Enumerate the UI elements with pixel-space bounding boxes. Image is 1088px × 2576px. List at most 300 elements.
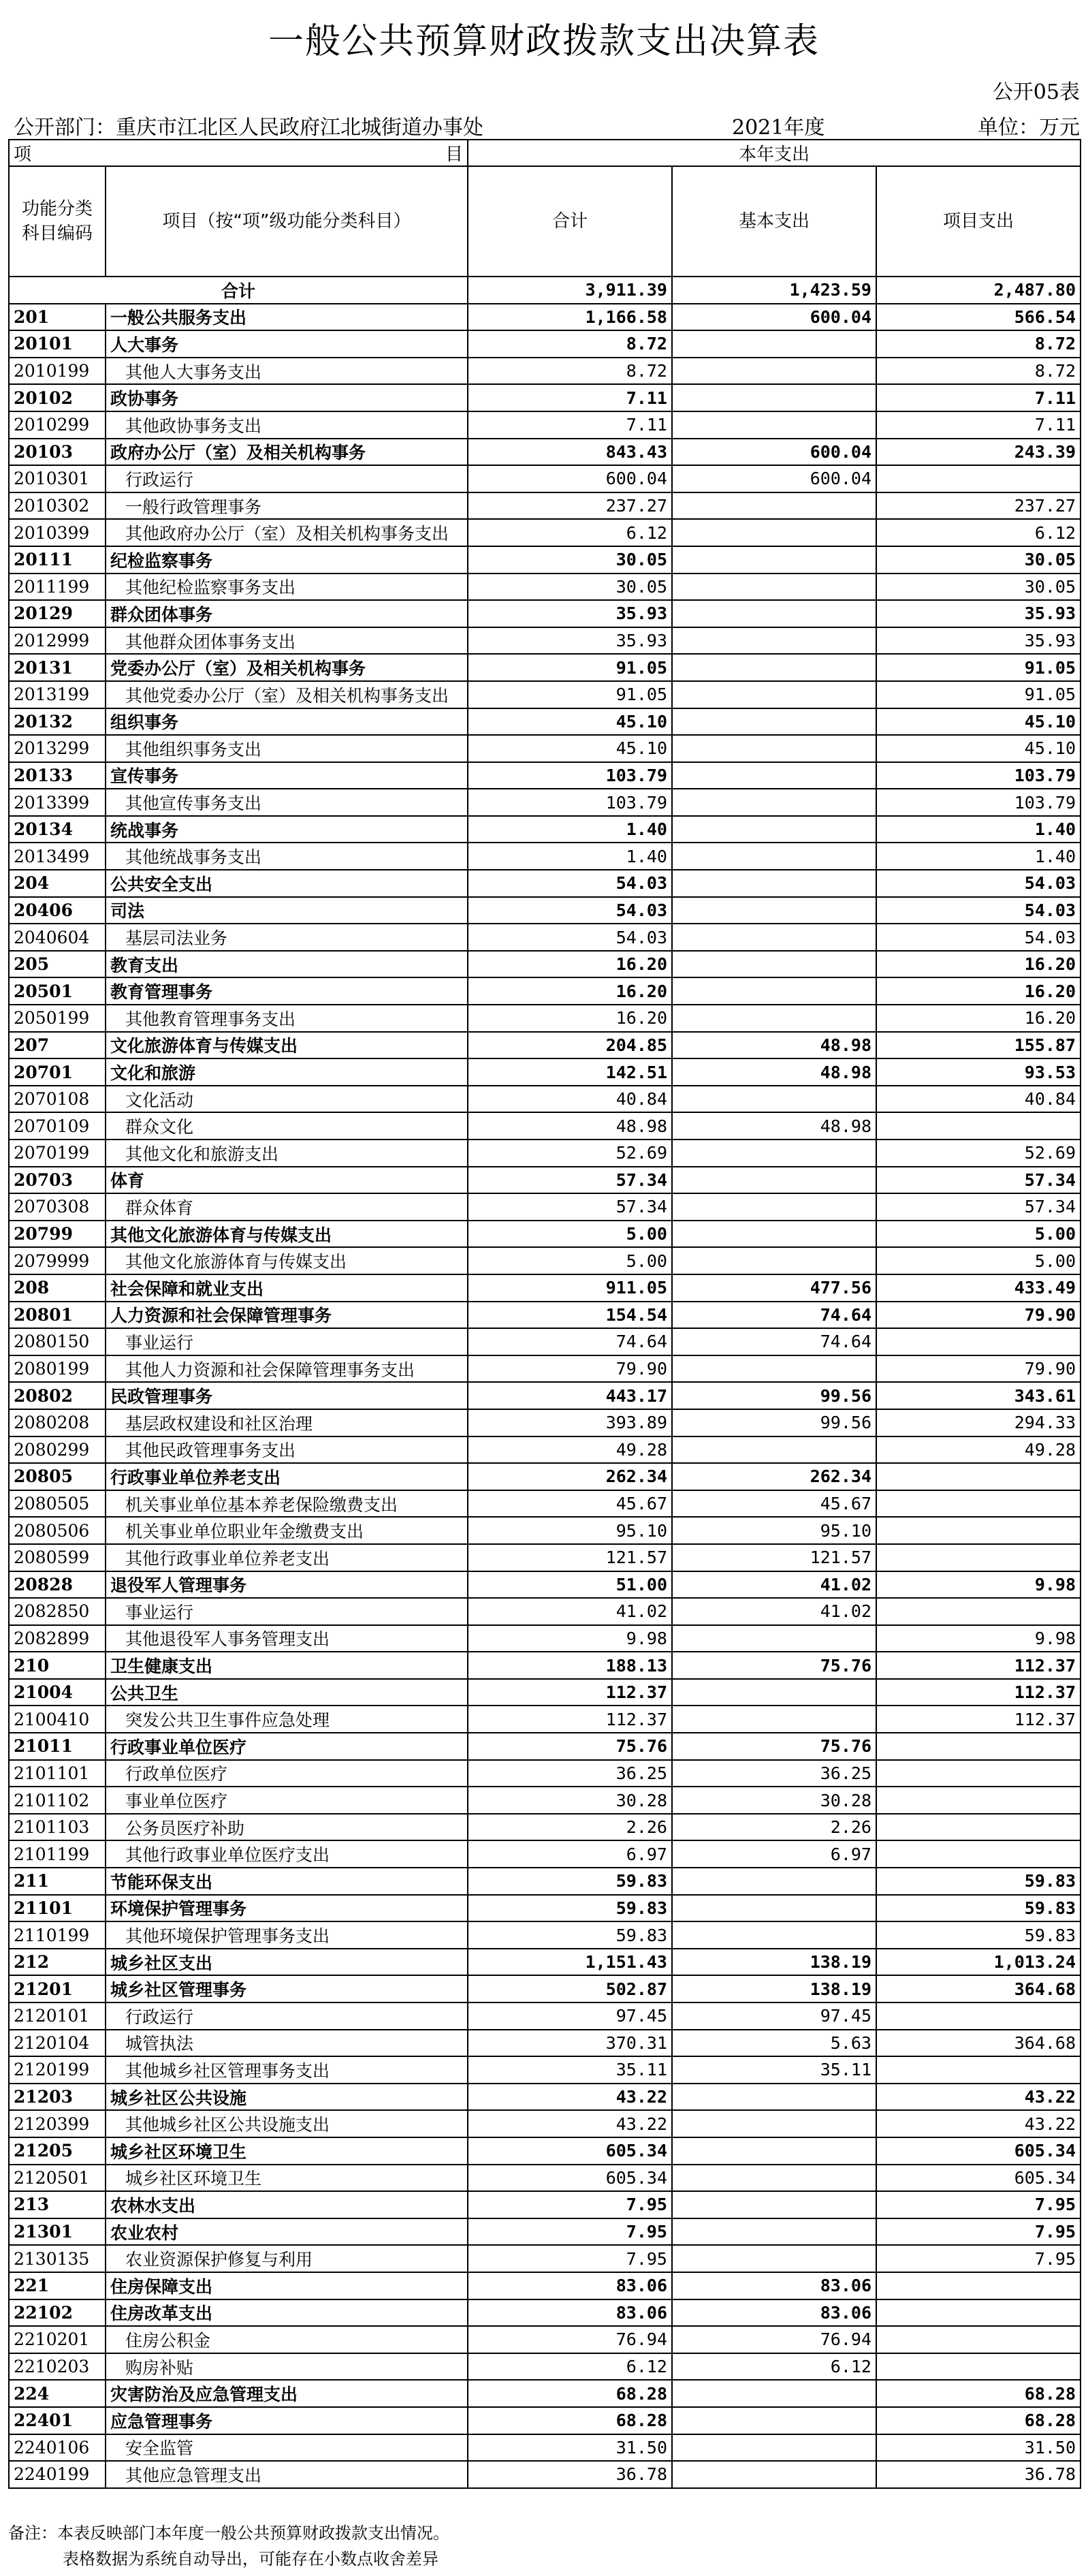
code-cell: 210 — [9, 1652, 106, 1679]
total-cell: 30.28 — [468, 1787, 672, 1814]
table-row — [9, 1975, 1081, 2002]
total-cell: 97.45 — [468, 2002, 672, 2030]
name-cell: 应急管理事务 — [106, 2407, 468, 2434]
basic-cell: 6.97 — [672, 1840, 876, 1868]
project-cell: 16.20 — [876, 1005, 1081, 1032]
code-cell: 201 — [9, 304, 106, 331]
table-row — [9, 2165, 1081, 2192]
table-row — [9, 870, 1081, 897]
total-cell: 45.67 — [468, 1490, 672, 1518]
basic-cell: 83.06 — [672, 2299, 876, 2327]
code-cell: 21004 — [9, 1679, 106, 1706]
total-cell: 9.98 — [468, 1625, 672, 1652]
code-cell: 20703 — [9, 1167, 106, 1194]
name-cell: 其他行政事业单位养老支出 — [106, 1544, 468, 1571]
table-row — [9, 1167, 1081, 1194]
fiscal-year: 2021年度 — [732, 116, 825, 140]
basic-cell — [672, 951, 876, 978]
name-cell: 行政运行 — [106, 465, 468, 492]
code-cell: 22102 — [9, 2299, 106, 2327]
total-cell: 16.20 — [468, 951, 672, 978]
project-cell: 16.20 — [876, 951, 1081, 978]
basic-cell — [672, 2434, 876, 2462]
project-cell — [876, 1814, 1081, 1841]
total-cell: 49.28 — [468, 1436, 672, 1464]
total-cell: 91.05 — [468, 681, 672, 708]
table-row — [9, 439, 1081, 466]
total-cell: 1.40 — [468, 843, 672, 870]
project-cell — [876, 2353, 1081, 2381]
code-cell: 213 — [9, 2191, 106, 2218]
total-cell: 36.78 — [468, 2461, 672, 2488]
basic-cell — [672, 330, 876, 358]
total-cell: 45.10 — [468, 708, 672, 736]
code-cell: 212 — [9, 1949, 106, 1976]
code-cell: 21205 — [9, 2137, 106, 2165]
project-cell: 59.83 — [876, 1921, 1081, 1949]
name-cell: 公共安全支出 — [106, 870, 468, 897]
table-row — [9, 2272, 1081, 2299]
table-row — [9, 897, 1081, 924]
name-cell: 其他文化和旅游支出 — [106, 1140, 468, 1167]
table-row — [9, 1814, 1081, 1841]
name-cell: 住房保障支出 — [106, 2272, 468, 2299]
basic-cell: 45.67 — [672, 1490, 876, 1518]
table-row — [9, 1302, 1081, 1329]
table-row — [9, 330, 1081, 358]
name-cell: 教育支出 — [106, 951, 468, 978]
total-cell: 911.05 — [468, 1274, 672, 1302]
table-row — [9, 1921, 1081, 1949]
name-cell: 群众团体事务 — [106, 600, 468, 627]
total-cell: 393.89 — [468, 1409, 672, 1436]
code-cell: 204 — [9, 870, 106, 897]
project-cell: 36.78 — [876, 2461, 1081, 2488]
table-row — [9, 2110, 1081, 2137]
name-cell: 城乡社区支出 — [106, 1949, 468, 1976]
code-cell: 2080299 — [9, 1436, 106, 1464]
table-row — [9, 1274, 1081, 1302]
basic-cell: 600.04 — [672, 465, 876, 492]
project-cell: 91.05 — [876, 654, 1081, 681]
name-cell: 文化活动 — [106, 1086, 468, 1113]
total-cell: 8.72 — [468, 330, 672, 358]
name-cell: 基层司法业务 — [106, 924, 468, 951]
table-row — [9, 1625, 1081, 1652]
project-cell: 35.93 — [876, 627, 1081, 655]
name-cell: 一般公共服务支出 — [106, 304, 468, 331]
project-cell: 59.83 — [876, 1895, 1081, 1922]
basic-cell: 99.56 — [672, 1382, 876, 1409]
header-total: 合计 — [468, 166, 672, 277]
name-cell: 其他行政事业单位医疗支出 — [106, 1840, 468, 1868]
name-cell: 司法 — [106, 897, 468, 924]
project-cell: 103.79 — [876, 789, 1081, 816]
name-cell: 其他统战事务支出 — [106, 843, 468, 870]
table-row — [9, 1490, 1081, 1518]
name-cell: 城乡社区管理事务 — [106, 1975, 468, 2002]
table-row — [9, 1409, 1081, 1436]
basic-cell — [672, 843, 876, 870]
code-cell: 211 — [9, 1868, 106, 1895]
total-cell: 51.00 — [468, 1571, 672, 1599]
total-cell: 112.37 — [468, 1679, 672, 1706]
name-cell: 安全监管 — [106, 2434, 468, 2462]
code-cell: 2120501 — [9, 2165, 106, 2192]
table-row — [9, 465, 1081, 492]
name-cell: 统战事务 — [106, 816, 468, 843]
code-cell: 2120399 — [9, 2110, 106, 2137]
basic-cell — [672, 708, 876, 736]
code-cell: 21301 — [9, 2218, 106, 2246]
name-cell: 住房公积金 — [106, 2326, 468, 2353]
basic-cell — [672, 2380, 876, 2407]
table-row — [9, 1032, 1081, 1059]
name-cell: 环境保护管理事务 — [106, 1895, 468, 1922]
project-cell: 7.11 — [876, 411, 1081, 439]
table-row — [9, 951, 1081, 978]
code-cell: 2080599 — [9, 1544, 106, 1571]
total-row — [9, 277, 1081, 304]
name-cell: 农业资源保护修复与利用 — [106, 2245, 468, 2272]
name-cell: 城乡社区环境卫生 — [106, 2165, 468, 2192]
basic-cell — [672, 2084, 876, 2111]
project-cell: 54.03 — [876, 897, 1081, 924]
name-cell: 购房补贴 — [106, 2353, 468, 2381]
basic-cell — [672, 2218, 876, 2246]
code-cell: 2012999 — [9, 627, 106, 655]
total-cell: 1.40 — [468, 816, 672, 843]
name-cell: 人力资源和社会保障管理事务 — [106, 1302, 468, 1329]
name-cell: 教育管理事务 — [106, 977, 468, 1005]
code-cell: 224 — [9, 2380, 106, 2407]
project-cell: 40.84 — [876, 1086, 1081, 1113]
basic-cell — [672, 2461, 876, 2488]
project-cell — [876, 1112, 1081, 1140]
project-cell: 605.34 — [876, 2137, 1081, 2165]
table-row — [9, 358, 1081, 385]
project-cell: 7.95 — [876, 2245, 1081, 2272]
project-cell: 7.11 — [876, 384, 1081, 411]
name-cell: 其他党委办公厅（室）及相关机构事务支出 — [106, 681, 468, 708]
code-cell: 20801 — [9, 1302, 106, 1329]
code-cell: 20134 — [9, 816, 106, 843]
total-cell: 262.34 — [468, 1463, 672, 1490]
total-cell: 35.93 — [468, 627, 672, 655]
basic-cell — [672, 924, 876, 951]
total-cell: 45.10 — [468, 735, 672, 762]
code-cell: 2011199 — [9, 574, 106, 601]
code-cell: 22401 — [9, 2407, 106, 2434]
total-cell: 40.84 — [468, 1086, 672, 1113]
total-cell: 30.05 — [468, 574, 672, 601]
total-cell: 30.05 — [468, 546, 672, 574]
name-cell: 机关事业单位基本养老保险缴费支出 — [106, 1490, 468, 1518]
table-row — [9, 681, 1081, 708]
name-cell: 群众文化 — [106, 1112, 468, 1140]
project-cell: 364.68 — [876, 2030, 1081, 2057]
code-cell: 2110199 — [9, 1921, 106, 1949]
code-cell: 2120199 — [9, 2056, 106, 2084]
project-cell: 9.98 — [876, 1571, 1081, 1599]
code-cell: 2240106 — [9, 2434, 106, 2462]
name-cell: 公共卫生 — [106, 1679, 468, 1706]
total-cell: 7.95 — [468, 2245, 672, 2272]
table-row — [9, 492, 1081, 520]
name-cell: 其他城乡社区公共设施支出 — [106, 2110, 468, 2137]
name-cell: 卫生健康支出 — [106, 1652, 468, 1679]
basic-cell — [672, 977, 876, 1005]
project-cell: 93.53 — [876, 1058, 1081, 1086]
project-cell: 31.50 — [876, 2434, 1081, 2462]
name-cell: 行政事业单位养老支出 — [106, 1463, 468, 1490]
project-cell: 79.90 — [876, 1302, 1081, 1329]
code-cell: 20805 — [9, 1463, 106, 1490]
project-cell: 1.40 — [876, 816, 1081, 843]
project-cell: 91.05 — [876, 681, 1081, 708]
project-cell: 30.05 — [876, 546, 1081, 574]
table-row — [9, 2002, 1081, 2030]
project-cell — [876, 1598, 1081, 1625]
code-cell: 2101101 — [9, 1760, 106, 1787]
table-row — [9, 1193, 1081, 1221]
total-cell: 79.90 — [468, 1355, 672, 1383]
table-row — [9, 789, 1081, 816]
name-cell: 纪检监察事务 — [106, 546, 468, 574]
project-cell: 57.34 — [876, 1167, 1081, 1194]
code-cell: 221 — [9, 2272, 106, 2299]
code-cell: 20406 — [9, 897, 106, 924]
total-cell: 54.03 — [468, 924, 672, 951]
total-cell: 103.79 — [468, 789, 672, 816]
total-cell: 57.34 — [468, 1167, 672, 1194]
table-row — [9, 574, 1081, 601]
table-row — [9, 1436, 1081, 1464]
total-basic: 1,423.59 — [672, 277, 876, 304]
total-cell: 48.98 — [468, 1112, 672, 1140]
project-cell: 59.83 — [876, 1868, 1081, 1895]
total-cell: 52.69 — [468, 1140, 672, 1167]
name-cell: 基层政权建设和社区治理 — [106, 1409, 468, 1436]
name-cell: 行政事业单位医疗 — [106, 1733, 468, 1760]
name-cell: 农林水支出 — [106, 2191, 468, 2218]
code-cell: 2082850 — [9, 1598, 106, 1625]
name-cell: 城管执法 — [106, 2030, 468, 2057]
basic-cell — [672, 1679, 876, 1706]
table-row — [9, 654, 1081, 681]
code-cell: 2130135 — [9, 2245, 106, 2272]
code-cell: 2070308 — [9, 1193, 106, 1221]
total-cell: 8.72 — [468, 358, 672, 385]
project-cell: 343.61 — [876, 1382, 1081, 1409]
table-row — [9, 2326, 1081, 2353]
project-cell: 45.10 — [876, 735, 1081, 762]
table-row — [9, 1517, 1081, 1544]
table-row — [9, 2137, 1081, 2165]
code-cell: 2210201 — [9, 2326, 106, 2353]
total-cell: 188.13 — [468, 1652, 672, 1679]
project-cell — [876, 2002, 1081, 2030]
code-cell: 2013199 — [9, 681, 106, 708]
table-row — [9, 2434, 1081, 2462]
basic-cell — [672, 492, 876, 520]
code-cell: 20131 — [9, 654, 106, 681]
name-cell: 行政运行 — [106, 2002, 468, 2030]
project-cell — [876, 1787, 1081, 1814]
basic-cell — [672, 870, 876, 897]
project-cell: 112.37 — [876, 1706, 1081, 1733]
total-cell: 6.97 — [468, 1840, 672, 1868]
table-row — [9, 2299, 1081, 2327]
code-cell: 2080150 — [9, 1328, 106, 1355]
basic-cell — [672, 411, 876, 439]
code-cell: 2101102 — [9, 1787, 106, 1814]
code-cell: 2013399 — [9, 789, 106, 816]
table-row — [9, 2353, 1081, 2381]
table-row — [9, 843, 1081, 870]
basic-cell — [672, 1895, 876, 1922]
basic-cell — [672, 1140, 876, 1167]
basic-cell: 99.56 — [672, 1409, 876, 1436]
table-row — [9, 1706, 1081, 1733]
total-cell: 1,166.58 — [468, 304, 672, 331]
name-cell: 其他退役军人事务管理支出 — [106, 1625, 468, 1652]
code-cell: 2050199 — [9, 1005, 106, 1032]
total-cell: 7.11 — [468, 384, 672, 411]
unit-label: 单位：万元 — [978, 116, 1080, 140]
table-row — [9, 816, 1081, 843]
name-cell: 行政单位医疗 — [106, 1760, 468, 1787]
total-cell: 7.95 — [468, 2191, 672, 2218]
table-row — [9, 1840, 1081, 1868]
code-cell: 2210203 — [9, 2353, 106, 2381]
table-row — [9, 2380, 1081, 2407]
basic-cell — [672, 600, 876, 627]
basic-cell: 262.34 — [672, 1463, 876, 1490]
basic-cell: 36.25 — [672, 1760, 876, 1787]
code-cell: 2070109 — [9, 1112, 106, 1140]
name-cell: 城乡社区公共设施 — [106, 2084, 468, 2111]
total-cell: 59.83 — [468, 1895, 672, 1922]
project-cell: 433.49 — [876, 1274, 1081, 1302]
project-cell — [876, 2056, 1081, 2084]
code-cell: 20133 — [9, 762, 106, 789]
basic-cell — [672, 546, 876, 574]
basic-cell — [672, 2245, 876, 2272]
code-cell: 21203 — [9, 2084, 106, 2111]
basic-cell — [672, 627, 876, 655]
basic-cell: 600.04 — [672, 304, 876, 331]
table-row — [9, 1355, 1081, 1383]
table-row — [9, 1058, 1081, 1086]
code-cell: 2010301 — [9, 465, 106, 492]
table-row — [9, 2461, 1081, 2488]
project-cell — [876, 2299, 1081, 2327]
project-cell: 8.72 — [876, 330, 1081, 358]
basic-cell: 5.63 — [672, 2030, 876, 2057]
code-cell: 20129 — [9, 600, 106, 627]
table-row — [9, 2030, 1081, 2057]
code-cell: 2070199 — [9, 1140, 106, 1167]
code-cell: 20102 — [9, 384, 106, 411]
name-cell: 政府办公厅（室）及相关机构事务 — [106, 439, 468, 466]
total-cell: 7.11 — [468, 411, 672, 439]
project-cell — [876, 1544, 1081, 1571]
name-cell: 其他民政管理事务支出 — [106, 1436, 468, 1464]
basic-cell — [672, 789, 876, 816]
form-number: 公开05表 — [992, 80, 1080, 104]
code-cell: 2080505 — [9, 1490, 106, 1518]
basic-cell: 2.26 — [672, 1814, 876, 1841]
project-cell: 54.03 — [876, 870, 1081, 897]
total-cell: 843.43 — [468, 439, 672, 466]
code-cell: 2013299 — [9, 735, 106, 762]
basic-cell — [672, 574, 876, 601]
table-row — [9, 600, 1081, 627]
code-cell: 20701 — [9, 1058, 106, 1086]
basic-cell — [672, 1436, 876, 1464]
table-row — [9, 1221, 1081, 1248]
basic-cell — [672, 2137, 876, 2165]
basic-cell: 48.98 — [672, 1112, 876, 1140]
table-row — [9, 1382, 1081, 1409]
project-cell: 155.87 — [876, 1032, 1081, 1059]
basic-cell: 41.02 — [672, 1571, 876, 1599]
code-cell: 20111 — [9, 546, 106, 574]
total-cell: 36.25 — [468, 1760, 672, 1787]
project-cell: 7.95 — [876, 2191, 1081, 2218]
header-year-expenditure: 本年支出 — [468, 140, 1081, 166]
name-cell: 文化旅游体育与传媒支出 — [106, 1032, 468, 1059]
basic-cell: 138.19 — [672, 1949, 876, 1976]
code-cell: 2010299 — [9, 411, 106, 439]
project-cell: 243.39 — [876, 439, 1081, 466]
name-cell: 群众体育 — [106, 1193, 468, 1221]
header-function-code: 功能分类科目编码 — [9, 166, 106, 277]
basic-cell — [672, 681, 876, 708]
project-cell: 112.37 — [876, 1679, 1081, 1706]
table-row — [9, 1949, 1081, 1976]
basic-cell: 95.10 — [672, 1517, 876, 1544]
basic-cell — [672, 2407, 876, 2434]
basic-cell — [672, 2191, 876, 2218]
name-cell: 事业单位医疗 — [106, 1787, 468, 1814]
total-cell: 5.00 — [468, 1221, 672, 1248]
total-cell: 502.87 — [468, 1975, 672, 2002]
basic-cell — [672, 735, 876, 762]
name-cell: 党委办公厅（室）及相关机构事务 — [106, 654, 468, 681]
name-cell: 政协事务 — [106, 384, 468, 411]
total-cell: 75.76 — [468, 1733, 672, 1760]
basic-cell — [672, 358, 876, 385]
name-cell: 宣传事务 — [106, 762, 468, 789]
code-cell: 20501 — [9, 977, 106, 1005]
code-cell: 2082899 — [9, 1625, 106, 1652]
table-row — [9, 708, 1081, 736]
total-cell: 31.50 — [468, 2434, 672, 2462]
table-row — [9, 2056, 1081, 2084]
total-cell: 443.17 — [468, 1382, 672, 1409]
project-cell: 43.22 — [876, 2110, 1081, 2137]
table-row — [9, 2245, 1081, 2272]
project-cell: 49.28 — [876, 1436, 1081, 1464]
code-cell: 21101 — [9, 1895, 106, 1922]
name-cell: 其他环境保护管理事务支出 — [106, 1921, 468, 1949]
name-cell: 其他人大事务支出 — [106, 358, 468, 385]
table-row — [9, 519, 1081, 546]
code-cell: 2120104 — [9, 2030, 106, 2057]
name-cell: 事业运行 — [106, 1598, 468, 1625]
